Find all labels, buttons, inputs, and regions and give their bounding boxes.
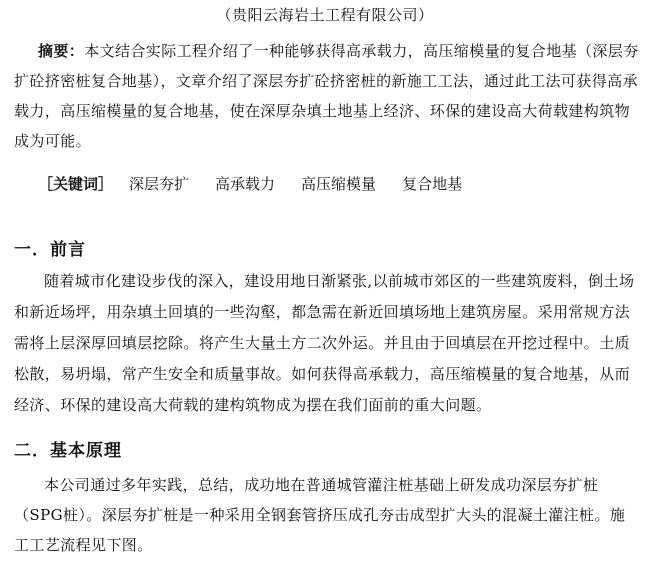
section-heading-introduction: 一．前言 xyxy=(14,240,86,260)
keywords-line xyxy=(38,173,472,195)
abstract-paragraph xyxy=(14,36,640,156)
introduction-paragraph: 随着城市化建设步伐的深入，建设用地日渐紧张,以前城市郊区的一些建筑废料，倒土场和新近场坪，用杂填土回填的一些沟壑，都急需在新近回填场地上建筑房屋。采用常规方法需将上层深厚回填层挖除。将产生大量土方二次外运。并且由于回填层在开挖过程中。土质松散，易坍塌，常产生安全和质量事故。如何获得高承载力，高压缩模量的复合地基，从而经济、环保的建设高大荷载的建构筑物成为摆在我们面前的重大问题。 xyxy=(14,272,635,414)
keyword-item: 高压缩模量 xyxy=(301,175,377,193)
keywords-label: ［关键词］ xyxy=(38,175,114,193)
section-heading-basic-principle: 二．基本原理 xyxy=(14,441,122,461)
keyword-item: 高承载力 xyxy=(215,175,276,193)
keyword-item: 复合地基 xyxy=(402,175,463,193)
keyword-item: 深层夯扩 xyxy=(129,175,190,193)
basic-principle-paragraph: 本公司通过多年实践，总结，成功地在普通城管灌注桩基础上研发成功深层夯扩桩（SPG桩）。深层夯扩桩是一种采用全钢套管挤压成孔夯击成型扩大头的混凝土灌注桩。施工工艺流程见下图。 xyxy=(14,476,626,554)
abstract-label: 摘要： xyxy=(38,42,85,60)
abstract-text: 本文结合实际工程介绍了一种能够获得高承载力，高压缩模量的复合地基（深层夯扩砼挤密桩复合地基），文章介绍了深层夯扩砼挤密桩的新施工工法，通过此工法可获得高承载力，高压缩模量的复合地基，使在深厚杂填土地基上经济、环保的建设高大荷载建构筑物成为可能。 xyxy=(14,42,639,150)
author-affiliation: （贵阳云海岩土工程有限公司） xyxy=(216,6,434,24)
